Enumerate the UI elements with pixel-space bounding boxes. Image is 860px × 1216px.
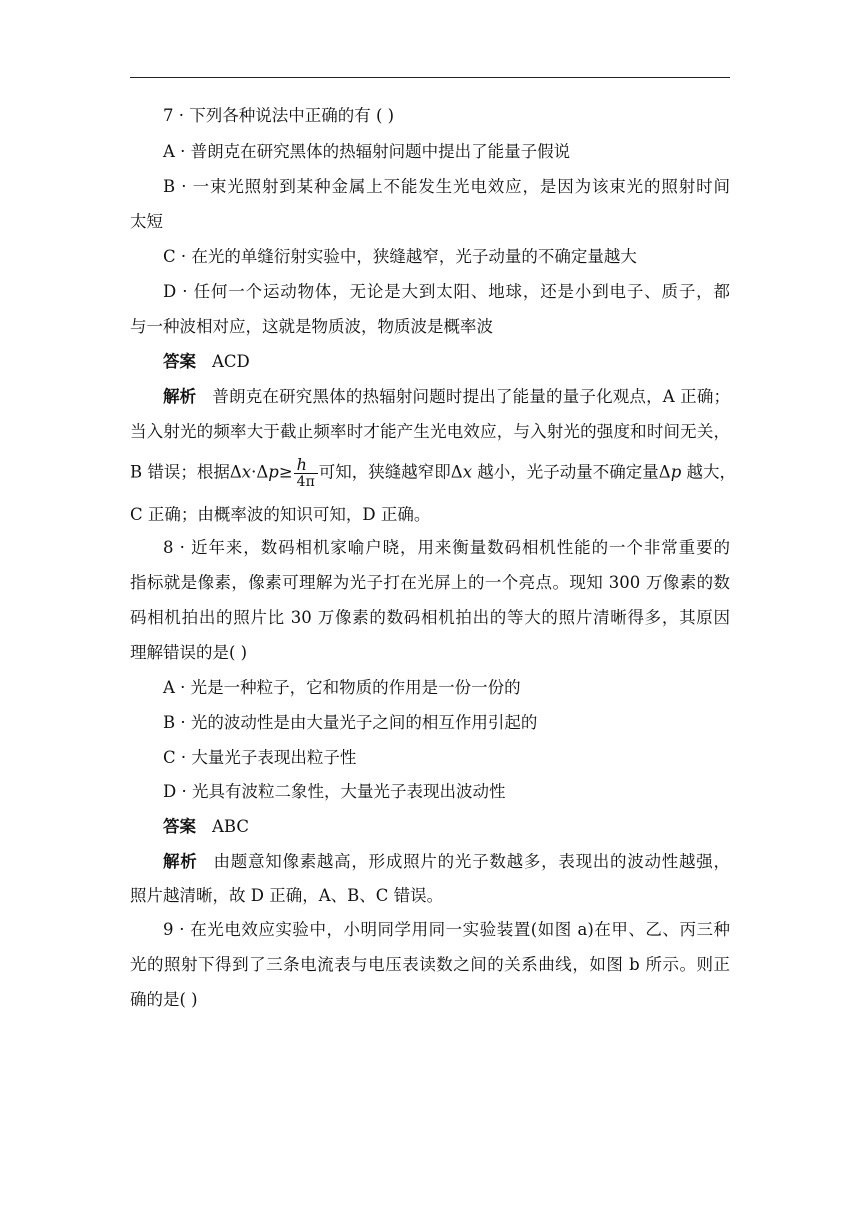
q7-analysis-3b: 可知，狭缝越窄即Δ [318, 462, 463, 482]
q8-option-d: D · 光具有波粒二象性，大量光子表现出波动性 [163, 782, 506, 801]
q7-frac-num: h [296, 455, 307, 474]
q7-answer-label: 答案 [163, 352, 196, 371]
q7-analysis-line4: C 正确；由概率波的知识可知，D 正确。 [130, 505, 431, 524]
q7-var-p: p [268, 462, 279, 482]
q7-frac-den: 4π [294, 473, 318, 490]
q8-option-c: C · 大量光子表现出粒子性 [163, 748, 357, 767]
q8-stem-line1: 8 · 近年来，数码相机家喻户晓，用来衡量数码相机性能的一个非常重要的 [163, 538, 730, 557]
q8-answer [163, 817, 249, 837]
q7-option-b-line1: B · 一束光照射到某种金属上不能发生光电效应，是因为该束光的照射时间 [163, 177, 730, 196]
q9-stem-line3: 确的是( ) [130, 990, 198, 1009]
q7-analysis-3c: 越小，光子动量不确定量Δ [472, 462, 671, 482]
q9-stem-line2: 光的照射下得到了三条电流表与电压表读数之间的关系曲线，如图 b 所示。则正 [130, 955, 730, 974]
q7-var-x2: x [462, 462, 473, 482]
q7-analysis-text1: 普朗克在研究黑体的热辐射问题时提出了能量的量子化观点，A 正确； [212, 387, 730, 406]
q7-answer-value: ACD [212, 352, 250, 371]
q8-answer-label: 答案 [163, 817, 196, 836]
q8-analysis-line2: 照片越清晰，故 D 正确，A、B、C 错误。 [130, 886, 444, 905]
q7-dot-delta: ·Δ [251, 462, 269, 482]
q7-analysis-line3 [130, 455, 736, 490]
q7-option-c: C · 在光的单缝衍射实验中，狭缝越窄，光子动量的不确定量越大 [163, 247, 637, 266]
q7-geq: ≥ [278, 462, 293, 482]
header-rule [130, 77, 730, 78]
q7-analysis-label: 解析 [163, 387, 197, 406]
q8-option-a: A · 光是一种粒子，它和物质的作用是一份一份的 [163, 678, 521, 697]
q8-stem-line2: 指标就是像素，像素可理解为光子打在光屏上的一个亮点。现知 300 万像素的数 [130, 573, 730, 592]
q7-var-p2: p [670, 462, 682, 482]
q8-answer-value: ABC [212, 817, 249, 836]
q7-analysis-line2: 当入射光的频率大于截止频率时才能产生光电效应，与入射光的强度和时间无关， [130, 422, 730, 441]
q7-analysis-line1 [163, 387, 730, 407]
q8-analysis-label: 解析 [163, 852, 198, 871]
q7-option-b-line2: 太短 [130, 212, 163, 231]
q7-stem: 7 · 下列各种说法中正确的有 ( ) [163, 106, 395, 125]
q7-option-a: A · 普朗克在研究黑体的热辐射问题中提出了能量子假说 [163, 142, 571, 161]
q7-answer [163, 352, 250, 372]
q7-analysis-3a: B 错误；根据Δ [130, 462, 242, 482]
q7-fraction [294, 456, 318, 490]
q7-option-d-line2: 与一种波相对应，这就是物质波，物质波是概率波 [130, 317, 493, 336]
q7-var-x: x [241, 462, 252, 482]
q8-stem-line3: 码相机拍出的照片比 30 万像素的数码相机拍出的等大的照片清晰得多，其原因 [130, 608, 730, 627]
q7-option-d-line1: D · 任何一个运动物体，无论是大到太阳、地球，还是小到电子、质子，都 [163, 282, 730, 301]
q8-analysis-line1 [163, 852, 730, 872]
q8-option-b: B · 光的波动性是由大量光子之间的相互作用引起的 [163, 713, 538, 732]
q8-stem-line4: 理解错误的是( ) [130, 643, 248, 662]
q7-analysis-3d: 越大， [681, 462, 736, 482]
q9-stem-line1: 9 · 在光电效应实验中，小明同学用同一实验装置(如图 a)在甲、乙、丙三种 [163, 920, 730, 939]
q8-analysis-text1: 由题意知像素越高，形成照片的光子数越多，表现出的波动性越强， [213, 852, 731, 871]
